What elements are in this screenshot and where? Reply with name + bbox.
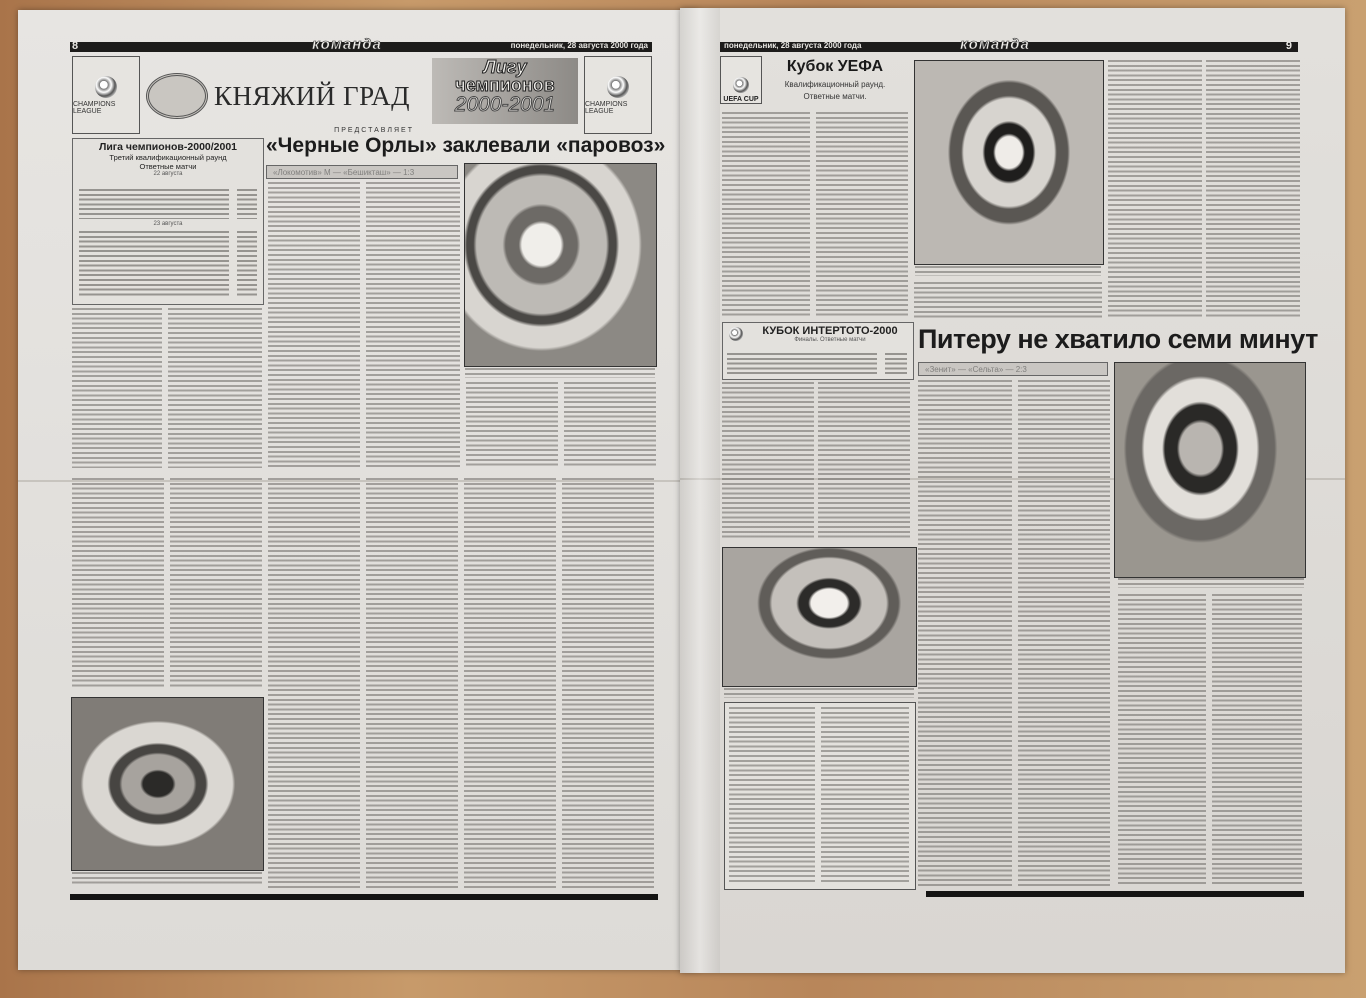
table-title: Лига чемпионов-2000/2001 bbox=[98, 141, 238, 153]
logo-text: CHAMPIONS LEAGUE bbox=[585, 100, 628, 115]
text-column bbox=[722, 112, 810, 318]
page-number: 8 bbox=[72, 40, 79, 52]
section-subtitle: Квалификационный раунд. bbox=[784, 80, 886, 89]
text-column bbox=[564, 382, 656, 468]
intertoto-scores bbox=[885, 353, 907, 375]
text-column bbox=[72, 478, 164, 688]
match-photo-lokomotiv bbox=[464, 163, 657, 367]
text-column bbox=[1018, 380, 1110, 886]
text-column bbox=[1118, 594, 1206, 886]
publication-name: команда bbox=[960, 36, 1030, 53]
text-column bbox=[268, 182, 360, 468]
intertoto-results-box bbox=[722, 322, 914, 380]
starball-icon bbox=[95, 76, 117, 98]
table-round: Третий квалификационный раунд bbox=[109, 153, 227, 162]
text-column bbox=[366, 182, 460, 468]
text-column bbox=[722, 382, 814, 540]
promo-line-3: 2000-2001 bbox=[454, 93, 556, 116]
publication-name: команда bbox=[312, 36, 382, 53]
results-rows bbox=[79, 189, 229, 219]
sponsor-banner bbox=[146, 70, 416, 134]
uefa-cup-logo bbox=[720, 56, 762, 104]
page-number: 9 bbox=[1285, 40, 1292, 52]
section-title-uefa-cup: Кубок УЕФА bbox=[786, 58, 884, 75]
text-column bbox=[729, 707, 815, 883]
text-column bbox=[914, 282, 1102, 318]
results-table bbox=[72, 138, 264, 305]
intertoto-logo-icon bbox=[729, 327, 743, 341]
text-column bbox=[268, 478, 360, 888]
right-masthead-bar bbox=[720, 36, 1298, 53]
page-bottom-rule bbox=[70, 894, 658, 900]
sponsor-tagline: ПРЕДСТАВЛЯЕТ bbox=[334, 127, 414, 134]
champions-league-logo-right bbox=[584, 56, 652, 134]
text-column bbox=[72, 308, 162, 468]
table-date-1: 22 августа bbox=[153, 171, 183, 177]
text-column bbox=[816, 112, 908, 318]
left-masthead-bar bbox=[70, 36, 652, 53]
boxed-article bbox=[724, 702, 916, 890]
text-column bbox=[818, 382, 910, 540]
results-scores bbox=[237, 231, 257, 297]
text-column bbox=[170, 478, 262, 688]
center-gutter bbox=[680, 8, 720, 973]
photo-caption bbox=[724, 688, 914, 698]
intertoto-rows bbox=[727, 353, 877, 375]
crest-icon bbox=[146, 73, 208, 119]
text-column bbox=[821, 707, 909, 883]
text-column bbox=[1206, 60, 1300, 318]
text-column bbox=[466, 382, 558, 468]
starball-icon bbox=[607, 76, 629, 98]
article-headline: Питеру не хватило семи минут bbox=[918, 324, 1318, 354]
promo-line-1: Лигу bbox=[483, 57, 527, 77]
match-score-bar bbox=[918, 362, 1108, 376]
photo-caption bbox=[915, 266, 1101, 276]
photo-caption bbox=[72, 872, 262, 884]
promo-line-2: чемпионов bbox=[455, 75, 555, 95]
intertoto-subtitle: Финалы. Ответные матчи bbox=[794, 337, 866, 343]
page-bottom-rule bbox=[926, 891, 1304, 897]
intertoto-title: КУБОК ИНТЕРТОТО-2000 bbox=[762, 325, 898, 337]
promo-banner bbox=[432, 58, 578, 124]
match-photo-intertoto bbox=[722, 547, 917, 687]
results-rows bbox=[79, 231, 229, 297]
article-headline: «Черные Орлы» заклевали «паровоз» bbox=[266, 134, 666, 157]
score-line: «Локомотив» М — «Бешикташ» — 1:3 bbox=[273, 167, 415, 177]
text-column bbox=[562, 478, 654, 888]
logo-text: CHAMPIONS LEAGUE bbox=[73, 100, 116, 115]
section-subtitle: Ответные матчи. bbox=[803, 92, 867, 101]
text-column bbox=[918, 380, 1012, 886]
issue-date: понедельник, 28 августа 2000 года bbox=[510, 41, 648, 50]
match-photo-goalkeeper bbox=[71, 697, 264, 871]
text-column bbox=[464, 478, 556, 888]
score-line: «Зенит» — «Сельта» — 2:3 bbox=[925, 364, 1027, 374]
champions-league-logo-left bbox=[72, 56, 140, 134]
photo-caption bbox=[1118, 578, 1304, 588]
text-column bbox=[1212, 594, 1302, 886]
text-column bbox=[1108, 60, 1202, 318]
table-matches: Ответные матчи bbox=[139, 162, 197, 171]
sponsor-brand: КНЯЖИЙ ГРАД bbox=[214, 80, 411, 111]
issue-date: понедельник, 28 августа 2000 года bbox=[724, 41, 862, 50]
match-photo-uefa bbox=[914, 60, 1104, 265]
table-date-2: 23 августа bbox=[153, 221, 183, 227]
logo-text: UEFA CUP bbox=[723, 96, 759, 103]
match-score-bar bbox=[266, 165, 458, 179]
photo-caption bbox=[465, 368, 655, 378]
text-column bbox=[366, 478, 458, 888]
match-photo-zenit bbox=[1114, 362, 1306, 578]
results-scores bbox=[237, 189, 257, 219]
trophy-icon bbox=[733, 77, 749, 93]
text-column bbox=[168, 308, 262, 468]
